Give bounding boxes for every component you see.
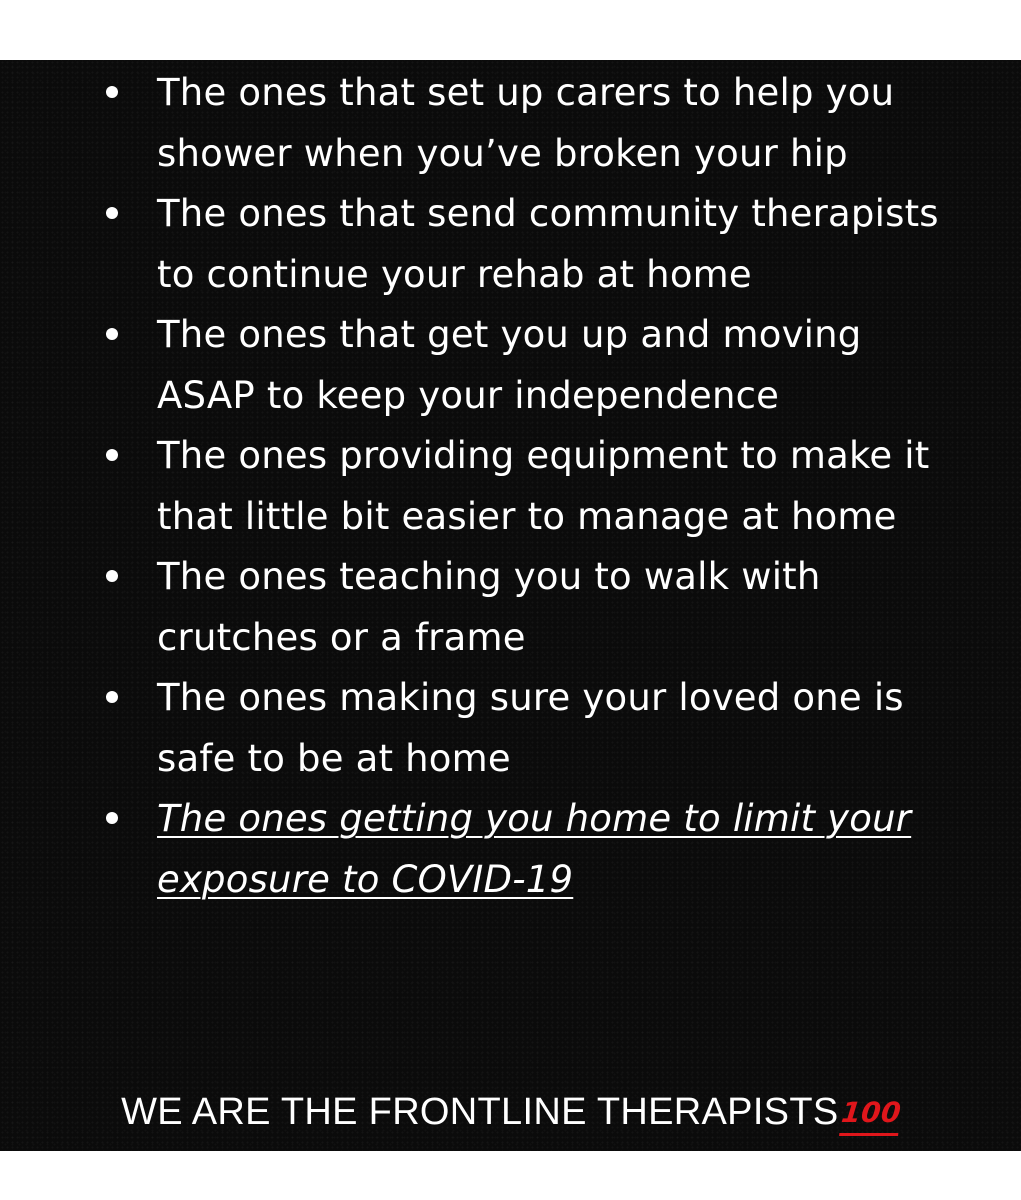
list-item-text: The ones that set up carers to help you shower when you’ve broken your hip [157,71,895,175]
list-item-text: The ones that send community therapists to continue your rehab at home [157,192,939,296]
list-item [0,547,1021,668]
bullet-dot-icon [106,812,118,824]
bullet-dot-icon [106,691,118,703]
bullet-dot-icon [106,449,118,461]
footer-slogan [0,1082,1021,1142]
list-item [0,426,1021,547]
dark-panel [0,60,1021,1151]
list-item [0,63,1021,184]
list-item-text: The ones getting you home to limit your exposure to COVID-19 [157,797,912,901]
bullet-dot-icon [106,207,118,219]
list-item [0,305,1021,426]
list-item-text: The ones providing equipment to make it that little bit easier to manage at home [157,434,930,538]
slogan-text: WE ARE THE FRONTLINE THERAPISTS [121,1091,839,1133]
bullet-dot-icon [106,570,118,582]
list-item-text: The ones that get you up and moving ASAP to keep your independence [157,313,862,417]
list-item [0,184,1021,305]
list-item [0,668,1021,789]
list-item-text: The ones making sure your loved one is safe to be at home [157,676,904,780]
bullet-dot-icon [106,328,118,340]
bullet-dot-icon [106,86,118,98]
list-item-text: The ones teaching you to walk with crutches or a frame [157,555,821,659]
hundred-points-icon: 100 [839,1099,902,1136]
bullet-list [0,63,1021,910]
list-item-emphasized [0,789,1021,910]
